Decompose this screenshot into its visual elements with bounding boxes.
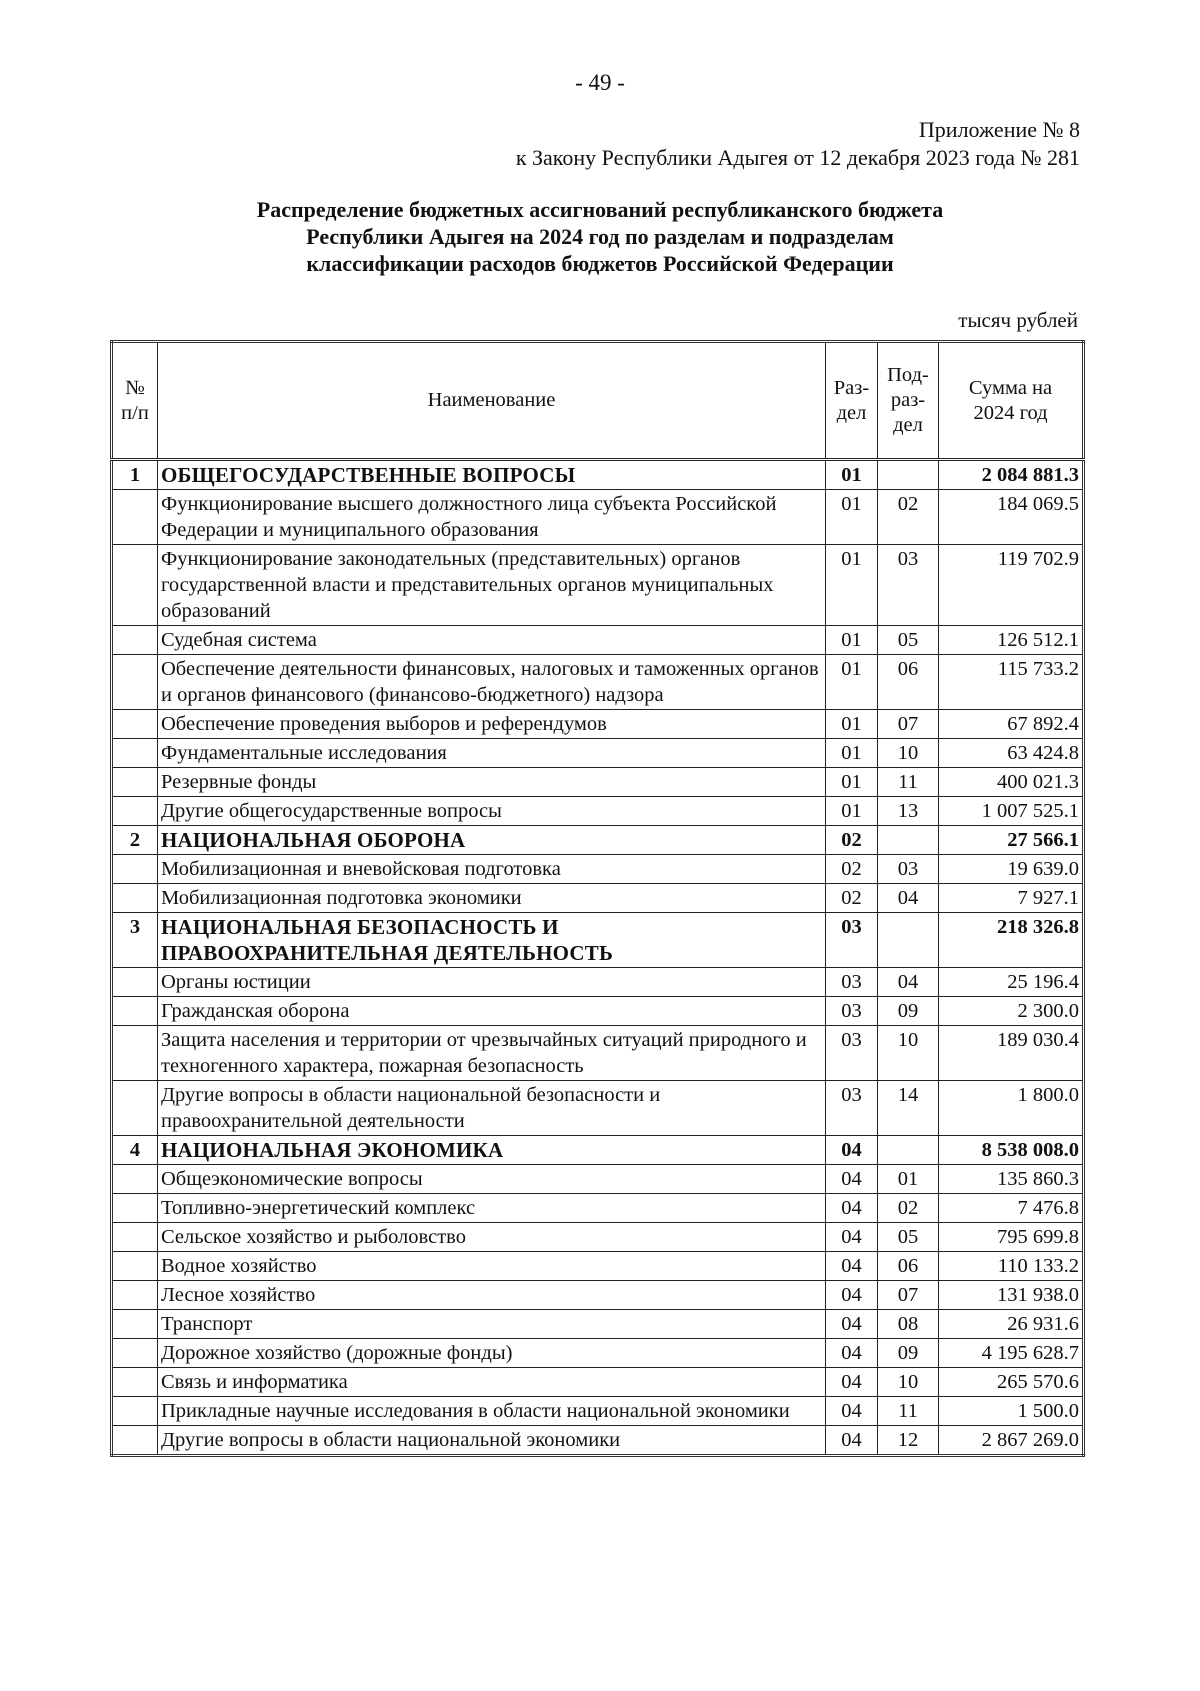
row-podrazdel-cell: 03 [878,855,939,884]
header-sum [939,342,1084,460]
row-sum-cell: 27 566.1 [939,826,1084,855]
row-razdel-cell: 02 [826,884,878,913]
row-name-cell: Другие вопросы в области национальной безопасности и правоохранительной деятельности [158,1081,826,1136]
row-sum-cell: 135 860.3 [939,1165,1084,1194]
table-section-row [112,1136,1084,1165]
row-razdel-cell: 03 [826,968,878,997]
row-number-cell [112,545,158,626]
table-section-row [112,913,1084,968]
row-podrazdel-cell: 02 [878,490,939,545]
row-number-cell: 3 [112,913,158,968]
row-sum-cell: 25 196.4 [939,968,1084,997]
header-number-line: № [125,376,145,399]
table-row [112,1194,1084,1223]
row-podrazdel-cell: 08 [878,1310,939,1339]
row-sum-cell: 8 538 008.0 [939,1136,1084,1165]
row-name-cell: НАЦИОНАЛЬНАЯ ЭКОНОМИКА [158,1136,826,1165]
row-name-cell: Функционирование законодательных (представительных) органов государственной власти и представительных органов муниципальных образований [158,545,826,626]
table-row [112,884,1084,913]
row-name-cell: Дорожное хозяйство (дорожные фонды) [158,1339,826,1368]
document-title-line: классификации расходов бюджетов Российской Федерации [306,251,894,276]
row-sum-cell: 26 931.6 [939,1310,1084,1339]
table-header-row [112,342,1084,460]
table-row [112,655,1084,710]
row-name-cell: Судебная система [158,626,826,655]
row-podrazdel-cell: 10 [878,1026,939,1081]
table-row [112,545,1084,626]
header-sum-line: Сумма на [968,376,1053,399]
table-row [112,1223,1084,1252]
header-podrazdel-line: раз- [890,389,926,411]
table-row [112,1426,1084,1456]
row-sum-cell: 119 702.9 [939,545,1084,626]
row-podrazdel-cell: 03 [878,545,939,626]
row-podrazdel-cell: 09 [878,1339,939,1368]
row-podrazdel-cell: 10 [878,1368,939,1397]
row-number-cell [112,490,158,545]
row-razdel-cell: 01 [826,768,878,797]
row-number-cell [112,968,158,997]
row-number-cell [112,1165,158,1194]
table-row [112,739,1084,768]
row-podrazdel-cell: 11 [878,768,939,797]
row-podrazdel-cell: 06 [878,1252,939,1281]
row-name-cell: Транспорт [158,1310,826,1339]
row-name-cell: Мобилизационная и вневойсковая подготовка [158,855,826,884]
row-razdel-cell: 03 [826,1081,878,1136]
table-row [112,1397,1084,1426]
page-number: - 49 - [575,70,625,95]
row-number-cell [112,1281,158,1310]
table-row [112,1368,1084,1397]
table-row [112,1026,1084,1081]
row-sum-cell: 218 326.8 [939,913,1084,968]
row-number-cell [112,997,158,1026]
row-number-cell [112,1026,158,1081]
row-sum-cell: 1 800.0 [939,1081,1084,1136]
row-name-cell: Обеспечение деятельности финансовых, налоговых и таможенных органов и органов финансового (финансово-бюджетного) надзора [158,655,826,710]
row-name-cell: Другие вопросы в области национальной экономики [158,1426,826,1456]
row-name-cell: Общеэкономические вопросы [158,1165,826,1194]
appendix-law-reference: к Закону Республики Адыгея от 12 декабря 2023 года № 281 [515,145,1080,170]
row-number-cell [112,1397,158,1426]
row-podrazdel-cell: 13 [878,797,939,826]
row-sum-cell: 1 007 525.1 [939,797,1084,826]
row-name-cell: НАЦИОНАЛЬНАЯ ОБОРОНА [158,826,826,855]
row-name-cell: Обеспечение проведения выборов и референдумов [158,710,826,739]
header-sum-line: 2024 год [973,401,1048,424]
row-number-cell: 1 [112,460,158,490]
row-razdel-cell: 04 [826,1339,878,1368]
row-razdel-cell: 04 [826,1194,878,1223]
row-podrazdel-cell: 02 [878,1194,939,1223]
row-sum-cell: 189 030.4 [939,1026,1084,1081]
row-razdel-cell: 01 [826,545,878,626]
table-row [112,1081,1084,1136]
row-name-cell: Органы юстиции [158,968,826,997]
row-podrazdel-cell: 10 [878,739,939,768]
header-podrazdel-line: Под- [887,364,929,386]
row-podrazdel-cell: 05 [878,1223,939,1252]
row-podrazdel-cell: 14 [878,1081,939,1136]
row-podrazdel-cell: 07 [878,710,939,739]
row-razdel-cell: 01 [826,460,878,490]
row-name-cell: Топливно-энергетический комплекс [158,1194,826,1223]
row-name-cell: НАЦИОНАЛЬНАЯ БЕЗОПАСНОСТЬ И ПРАВООХРАНИТЕЛЬНАЯ ДЕЯТЕЛЬНОСТЬ [158,913,826,968]
row-sum-cell: 2 084 881.3 [939,460,1084,490]
table-row [112,490,1084,545]
table-row [112,1165,1084,1194]
row-podrazdel-cell: 11 [878,1397,939,1426]
row-razdel-cell: 02 [826,855,878,884]
row-number-cell [112,1426,158,1456]
row-sum-cell: 4 195 628.7 [939,1339,1084,1368]
row-sum-cell: 265 570.6 [939,1368,1084,1397]
row-sum-cell: 795 699.8 [939,1223,1084,1252]
row-number-cell [112,739,158,768]
row-name-cell: Мобилизационная подготовка экономики [158,884,826,913]
row-number-cell: 4 [112,1136,158,1165]
row-podrazdel-cell: 04 [878,884,939,913]
row-razdel-cell: 01 [826,739,878,768]
table-body [112,460,1084,1456]
row-name-cell: Сельское хозяйство и рыболовство [158,1223,826,1252]
row-sum-cell: 126 512.1 [939,626,1084,655]
row-razdel-cell: 01 [826,626,878,655]
row-number-cell: 2 [112,826,158,855]
row-razdel-cell: 01 [826,710,878,739]
row-razdel-cell: 04 [826,1252,878,1281]
row-podrazdel-cell [878,460,939,490]
row-sum-cell: 2 300.0 [939,997,1084,1026]
row-podrazdel-cell: 06 [878,655,939,710]
table-row [112,626,1084,655]
row-name-cell: Водное хозяйство [158,1252,826,1281]
row-podrazdel-cell [878,1136,939,1165]
row-sum-cell: 19 639.0 [939,855,1084,884]
row-podrazdel-cell: 12 [878,1426,939,1456]
row-number-cell [112,710,158,739]
row-name-cell: Прикладные научные исследования в области национальной экономики [158,1397,826,1426]
row-razdel-cell: 03 [826,913,878,968]
table-section-row [112,460,1084,490]
header-number-line: п/п [121,401,149,424]
row-razdel-cell: 01 [826,655,878,710]
row-razdel-cell: 03 [826,1026,878,1081]
row-sum-cell: 2 867 269.0 [939,1426,1084,1456]
row-sum-cell: 67 892.4 [939,710,1084,739]
row-razdel-cell: 01 [826,797,878,826]
row-razdel-cell: 04 [826,1368,878,1397]
row-name-cell: Резервные фонды [158,768,826,797]
row-razdel-cell: 04 [826,1281,878,1310]
table-row [112,997,1084,1026]
table-row [112,1281,1084,1310]
row-razdel-cell: 01 [826,490,878,545]
document-title-line: Распределение бюджетных ассигнований республиканского бюджета [256,197,944,222]
row-number-cell [112,1081,158,1136]
row-name-cell: Фундаментальные исследования [158,739,826,768]
table-section-row [112,826,1084,855]
row-podrazdel-cell: 04 [878,968,939,997]
table-row [112,855,1084,884]
row-razdel-cell: 04 [826,1397,878,1426]
row-razdel-cell: 04 [826,1310,878,1339]
row-podrazdel-cell: 01 [878,1165,939,1194]
table-row [112,768,1084,797]
header-razdel-line: дел [836,401,867,424]
row-number-cell [112,1223,158,1252]
row-number-cell [112,797,158,826]
row-name-cell: Гражданская оборона [158,997,826,1026]
table-row [112,1310,1084,1339]
document-title-line: Республики Адыгея на 2024 год по разделам и подразделам [306,224,894,249]
row-number-cell [112,1310,158,1339]
row-razdel-cell: 03 [826,997,878,1026]
row-number-cell [112,768,158,797]
appendix-number: Приложение № 8 [918,117,1080,142]
row-number-cell [112,884,158,913]
row-name-cell: Функционирование высшего должностного лица субъекта Российской Федерации и муниципального образования [158,490,826,545]
row-sum-cell: 184 069.5 [939,490,1084,545]
row-number-cell [112,1339,158,1368]
appendix-reference [516,116,1080,172]
row-razdel-cell: 04 [826,1165,878,1194]
units-label: тысяч рублей [958,308,1078,332]
row-podrazdel-cell: 05 [878,626,939,655]
header-podrazdel-line: дел [893,414,923,436]
row-name-cell: Лесное хозяйство [158,1281,826,1310]
row-podrazdel-cell [878,913,939,968]
table-row [112,1339,1084,1368]
row-razdel-cell: 04 [826,1426,878,1456]
row-sum-cell: 131 938.0 [939,1281,1084,1310]
row-sum-cell: 110 133.2 [939,1252,1084,1281]
row-sum-cell: 7 476.8 [939,1194,1084,1223]
table-row [112,710,1084,739]
row-sum-cell: 115 733.2 [939,655,1084,710]
header-razdel-line: Раз- [833,376,870,399]
row-number-cell [112,626,158,655]
table-row [112,1252,1084,1281]
row-sum-cell: 63 424.8 [939,739,1084,768]
row-sum-cell: 400 021.3 [939,768,1084,797]
document-title [120,196,1080,277]
header-podrazdel [878,342,939,460]
row-number-cell [112,1252,158,1281]
header-name: Наименование [158,342,826,460]
row-number-cell [112,1368,158,1397]
row-podrazdel-cell: 07 [878,1281,939,1310]
row-sum-cell: 7 927.1 [939,884,1084,913]
table-row [112,797,1084,826]
row-razdel-cell: 02 [826,826,878,855]
row-name-cell: ОБЩЕГОСУДАРСТВЕННЫЕ ВОПРОСЫ [158,460,826,490]
row-name-cell: Защита населения и территории от чрезвычайных ситуаций природного и техногенного характера, пожарная безопасность [158,1026,826,1081]
row-name-cell: Другие общегосударственные вопросы [158,797,826,826]
header-number [112,342,158,460]
row-name-cell: Связь и информатика [158,1368,826,1397]
row-number-cell [112,855,158,884]
header-razdel [826,342,878,460]
row-sum-cell: 1 500.0 [939,1397,1084,1426]
row-razdel-cell: 04 [826,1223,878,1252]
table-row [112,968,1084,997]
row-number-cell [112,655,158,710]
row-number-cell [112,1194,158,1223]
row-podrazdel-cell: 09 [878,997,939,1026]
budget-table [110,340,1085,1457]
row-razdel-cell: 04 [826,1136,878,1165]
row-podrazdel-cell [878,826,939,855]
